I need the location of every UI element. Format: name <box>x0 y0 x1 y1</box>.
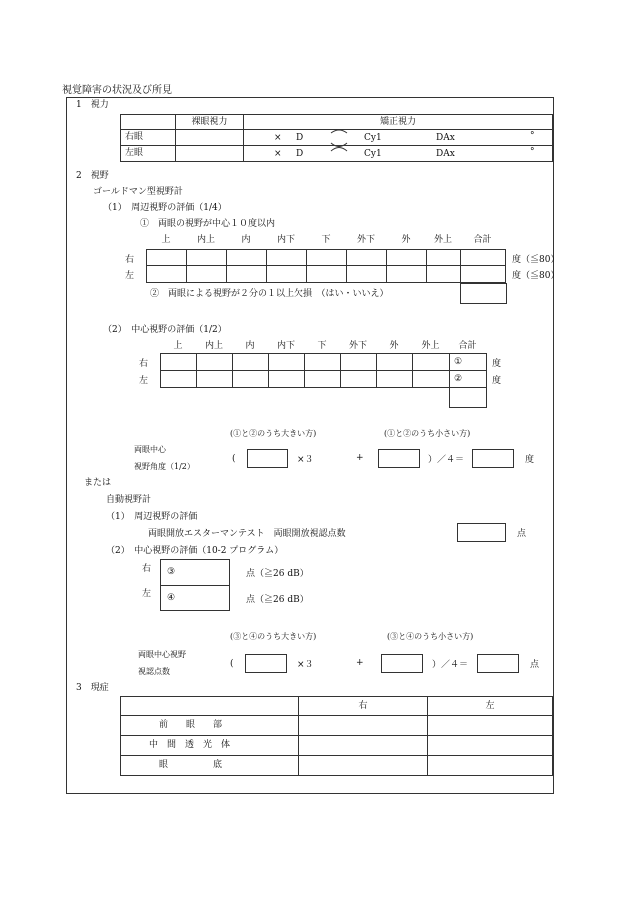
peripheral-cell[interactable] <box>427 250 461 266</box>
peripheral-cell[interactable] <box>227 266 267 283</box>
dir-header: 内上 <box>196 235 215 245</box>
central-cell[interactable] <box>305 354 341 371</box>
central-cell[interactable] <box>341 354 377 371</box>
findings-table <box>120 696 553 776</box>
fundus-left-cell[interactable] <box>428 756 553 776</box>
form-header: 視覚障害の状況及び所見 <box>62 85 172 96</box>
bino-angle-line1: 両眼中心 <box>134 445 166 454</box>
plus-sign: + <box>356 453 364 463</box>
right-dax: DAx <box>436 133 455 143</box>
media-right-cell[interactable] <box>299 736 428 756</box>
section-3-title: 3 現症 <box>76 683 109 693</box>
larger-input-box-2[interactable] <box>245 654 287 673</box>
left-times: × <box>274 149 282 159</box>
angle-deg-unit: 度 <box>525 455 535 465</box>
auto-left-cell[interactable]: ④ <box>161 586 230 611</box>
dir-header-central: 内 <box>245 341 255 351</box>
angle-result-box[interactable] <box>472 449 514 468</box>
peripheral-cell[interactable] <box>227 250 267 266</box>
central-cell[interactable] <box>269 354 305 371</box>
central-total-right[interactable]: ① <box>450 354 487 371</box>
right-cyl: Cy1 <box>364 133 382 143</box>
dir-header-central: 外下 <box>348 341 367 351</box>
peripheral-right-label: 右 <box>125 255 135 265</box>
half-loss-box[interactable] <box>460 283 507 304</box>
times-3: ×３ <box>297 455 314 465</box>
fundus-right-cell[interactable] <box>299 756 428 776</box>
central-cell[interactable] <box>377 354 413 371</box>
central-sum-box[interactable] <box>449 387 487 408</box>
div-4: ）／４＝ <box>428 455 465 465</box>
dir-header: 外 <box>401 235 411 245</box>
central-cell[interactable] <box>305 371 341 388</box>
dir-header-central: 下 <box>317 341 327 351</box>
dir-header-central: 合計 <box>458 341 477 351</box>
central-cell[interactable] <box>413 371 450 388</box>
dir-header: 上 <box>161 235 171 245</box>
dir-header-central: 外 <box>389 341 399 351</box>
peripheral-cell[interactable] <box>307 250 347 266</box>
peripheral-total-cell[interactable] <box>461 250 506 266</box>
peripheral-cell[interactable] <box>187 266 227 283</box>
dir-header: 内 <box>241 235 251 245</box>
plus-sign-2: + <box>356 658 364 668</box>
col-corrected-vision: 矯正視力 <box>244 115 553 130</box>
esterman-input-box[interactable] <box>457 523 506 542</box>
central-deg-left: 度 <box>492 376 502 386</box>
central-cell[interactable] <box>233 371 269 388</box>
central-cell[interactable] <box>413 354 450 371</box>
goldmann-label: ゴールドマン型視野計 <box>93 187 183 197</box>
auto-right-cell[interactable]: ③ <box>161 560 230 586</box>
left-d: D <box>296 149 304 159</box>
right-d: D <box>296 133 304 143</box>
peripheral-title: （1） 周辺視野の評価（1/4） <box>103 203 227 213</box>
central-cell[interactable] <box>233 354 269 371</box>
central-cell[interactable] <box>197 371 233 388</box>
peripheral-item-2: ② 両眼による視野が２分の１以上欠損 （はい・いいえ） <box>150 289 389 299</box>
dir-header-central: 上 <box>173 341 183 351</box>
findings-col-left: 左 <box>428 697 553 716</box>
larger-label: (①と②のうち大きい方) <box>230 429 317 438</box>
peripheral-cell[interactable] <box>427 266 461 283</box>
paren-open-2: ( <box>230 659 234 669</box>
peripheral-left-label: 左 <box>125 271 135 281</box>
smaller-label-2: (③と④のうち小さい方) <box>387 632 474 641</box>
peripheral-cell[interactable] <box>267 250 307 266</box>
left-corrected-value[interactable] <box>244 146 553 162</box>
central-title: （2） 中心視野の評価（1/2） <box>103 325 227 335</box>
central-cell[interactable] <box>197 354 233 371</box>
bino-points-line2: 視認点数 <box>138 667 170 676</box>
col-naked-vision: 裸眼視力 <box>176 115 244 130</box>
smaller-input-box[interactable] <box>378 449 420 468</box>
dir-header-central: 内下 <box>276 341 295 351</box>
anterior-right-cell[interactable] <box>299 716 428 736</box>
peripheral-cell[interactable] <box>147 250 187 266</box>
dir-header-central: 内上 <box>204 341 223 351</box>
central-left-label: 左 <box>139 376 149 386</box>
deg-le80-left: 度（≦80） <box>512 271 560 281</box>
row-anterior-segment: 前 眼 部 <box>121 716 299 736</box>
automated-perimeter: 自動視野計 <box>106 495 152 505</box>
smaller-label: (①と②のうち小さい方) <box>384 429 471 438</box>
peripheral-cell[interactable] <box>387 266 427 283</box>
esterman-label: 両眼開放エスターマンテスト 両眼開放視認点数 <box>148 529 346 539</box>
row-fundus: 眼 底 <box>121 756 299 776</box>
peripheral-cell[interactable] <box>267 266 307 283</box>
points-unit: 点 <box>530 660 540 670</box>
anterior-left-cell[interactable] <box>428 716 553 736</box>
db26-left: 点（≧26 dB） <box>246 595 309 605</box>
dir-header: 合計 <box>473 235 492 245</box>
deg-le80-right: 度（≦80） <box>512 255 560 265</box>
peripheral-total-cell[interactable] <box>461 266 506 283</box>
bino-angle-line2: 視野角度（1/2） <box>134 462 195 471</box>
auto-central-title: （2） 中心視野の評価（10-2 プログラム） <box>106 546 284 556</box>
right-naked-value[interactable] <box>176 130 244 146</box>
va-corner-cell <box>121 115 176 130</box>
dir-header-central: 外上 <box>421 341 440 351</box>
left-deg: ° <box>530 147 535 157</box>
left-dax: DAx <box>436 149 455 159</box>
central-grid <box>160 353 487 388</box>
db26-right: 点（≧26 dB） <box>246 569 309 579</box>
central-cell[interactable] <box>377 371 413 388</box>
central-cell[interactable] <box>341 371 377 388</box>
bracket-decoration <box>325 128 353 162</box>
row-right-eye: 右眼 <box>121 130 176 146</box>
peripheral-cell[interactable] <box>347 250 387 266</box>
central-cell[interactable] <box>161 371 197 388</box>
points-result-box[interactable] <box>477 654 519 673</box>
peripheral-cell[interactable] <box>347 266 387 283</box>
dir-header: 外上 <box>433 235 452 245</box>
bino-points-line1: 両眼中心視野 <box>138 650 186 659</box>
dir-header: 内下 <box>276 235 295 245</box>
peripheral-cell[interactable] <box>147 266 187 283</box>
right-times: × <box>274 133 282 143</box>
dir-header: 下 <box>321 235 331 245</box>
peripheral-item-1: ① 両眼の視野が中心１０度以内 <box>140 219 276 229</box>
left-naked-value[interactable] <box>176 146 244 162</box>
findings-corner-cell <box>121 697 299 716</box>
central-cell[interactable] <box>161 354 197 371</box>
right-deg: ° <box>530 131 535 141</box>
central-total-left[interactable]: ② <box>450 371 487 388</box>
row-left-eye: 左眼 <box>121 146 176 162</box>
larger-label-2: (③と④のうち大きい方) <box>230 632 317 641</box>
div-4-2: ）／４＝ <box>432 660 469 670</box>
media-left-cell[interactable] <box>428 736 553 756</box>
times-3-2: ×３ <box>297 660 314 670</box>
findings-col-right: 右 <box>299 697 428 716</box>
or-label: または <box>84 478 112 488</box>
central-right-label: 右 <box>139 359 149 369</box>
row-intermediate-media: 中 間 透 光 体 <box>121 736 299 756</box>
dir-header: 外下 <box>356 235 375 245</box>
auto-right-label: 右 <box>142 564 152 574</box>
esterman-points-unit: 点 <box>517 529 527 539</box>
auto-central-grid <box>160 559 230 611</box>
peripheral-grid <box>146 249 506 283</box>
central-deg-right: 度 <box>492 359 502 369</box>
auto-peripheral-title: （1） 周辺視野の評価 <box>106 512 198 522</box>
auto-left-label: 左 <box>142 589 152 599</box>
smaller-input-box-2[interactable] <box>381 654 423 673</box>
section-2-title: 2 視野 <box>76 171 109 181</box>
peripheral-cell[interactable] <box>187 250 227 266</box>
larger-input-box[interactable] <box>247 449 288 468</box>
paren-open: ( <box>232 454 236 464</box>
left-cyl: Cy1 <box>364 149 382 159</box>
central-cell[interactable] <box>269 371 305 388</box>
right-corrected-value[interactable] <box>244 130 553 146</box>
peripheral-cell[interactable] <box>387 250 427 266</box>
peripheral-cell[interactable] <box>307 266 347 283</box>
section-1-title: 1 視力 <box>76 100 109 110</box>
